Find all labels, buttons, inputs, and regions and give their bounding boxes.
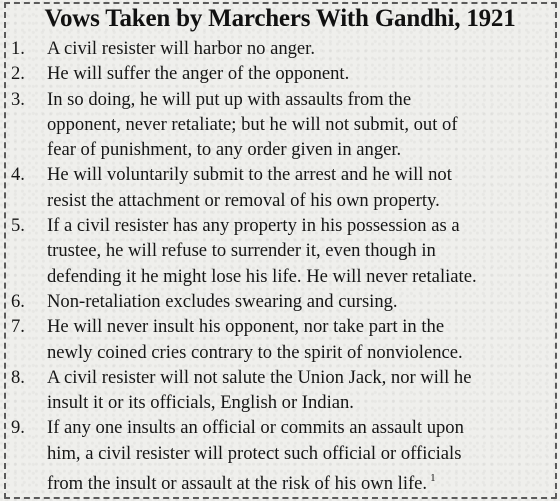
vow-item bbox=[6, 289, 554, 314]
vow-list bbox=[6, 36, 554, 496]
vow-line: A civil resister will not salute the Union Jack, nor will he bbox=[47, 366, 472, 388]
vow-line: opponent, never retaliate; but he will not submit, out of bbox=[47, 113, 458, 135]
vow-line: fear of punishment, to any order given in anger. bbox=[47, 139, 402, 161]
vow-item bbox=[6, 365, 554, 416]
vow-line: He will voluntarily submit to the arrest and he will not bbox=[47, 164, 452, 186]
vow-line: In so doing, he will put up with assaults from the bbox=[47, 88, 412, 110]
vow-line: insult it or its officials, English or Indian. bbox=[47, 392, 354, 414]
vow-number: 2. bbox=[11, 63, 25, 85]
vow-number: 8. bbox=[11, 366, 25, 388]
vow-item bbox=[6, 61, 554, 86]
document-title: Vows Taken by Marchers With Gandhi, 1921 bbox=[44, 5, 516, 32]
vow-number: 3. bbox=[11, 88, 25, 110]
vow-item bbox=[6, 87, 554, 163]
vow-item bbox=[6, 36, 554, 61]
vow-line: If any one insults an official or commits an assault upon bbox=[47, 417, 464, 439]
vow-line: from the insult or assault at the risk of his own life. bbox=[47, 473, 428, 495]
vow-number: 7. bbox=[11, 316, 25, 338]
vow-line: him, a civil resister will protect such official or officials bbox=[47, 442, 462, 464]
vow-number: 6. bbox=[11, 290, 25, 312]
vow-line: A civil resister will harbor no anger. bbox=[47, 38, 315, 59]
vow-item bbox=[6, 314, 554, 365]
vow-line: trustee, he will refuse to surrender it, even though in bbox=[47, 240, 436, 262]
vow-line: He will suffer the anger of the opponent. bbox=[47, 63, 350, 85]
footnote-marker: 1 bbox=[430, 472, 436, 485]
vow-number: 5. bbox=[11, 215, 25, 237]
vow-line: defending it he might lose his life. He will never retaliate. bbox=[47, 265, 477, 287]
vow-number: 9. bbox=[11, 417, 25, 439]
vow-number: 1. bbox=[11, 38, 25, 59]
vow-number: 4. bbox=[11, 164, 25, 186]
vow-line: Non-retaliation excludes swearing and cursing. bbox=[47, 290, 398, 312]
vow-line: newly coined cries contrary to the spirit of nonviolence. bbox=[47, 341, 463, 363]
vow-item bbox=[6, 415, 554, 496]
vow-line: He will never insult his opponent, nor take part in the bbox=[47, 316, 445, 338]
vow-item bbox=[6, 213, 554, 289]
vow-line: resist the attachment or removal of his own property. bbox=[47, 189, 440, 211]
vow-line: If a civil resister has any property in his possession as a bbox=[47, 215, 460, 237]
vow-item bbox=[6, 162, 554, 213]
